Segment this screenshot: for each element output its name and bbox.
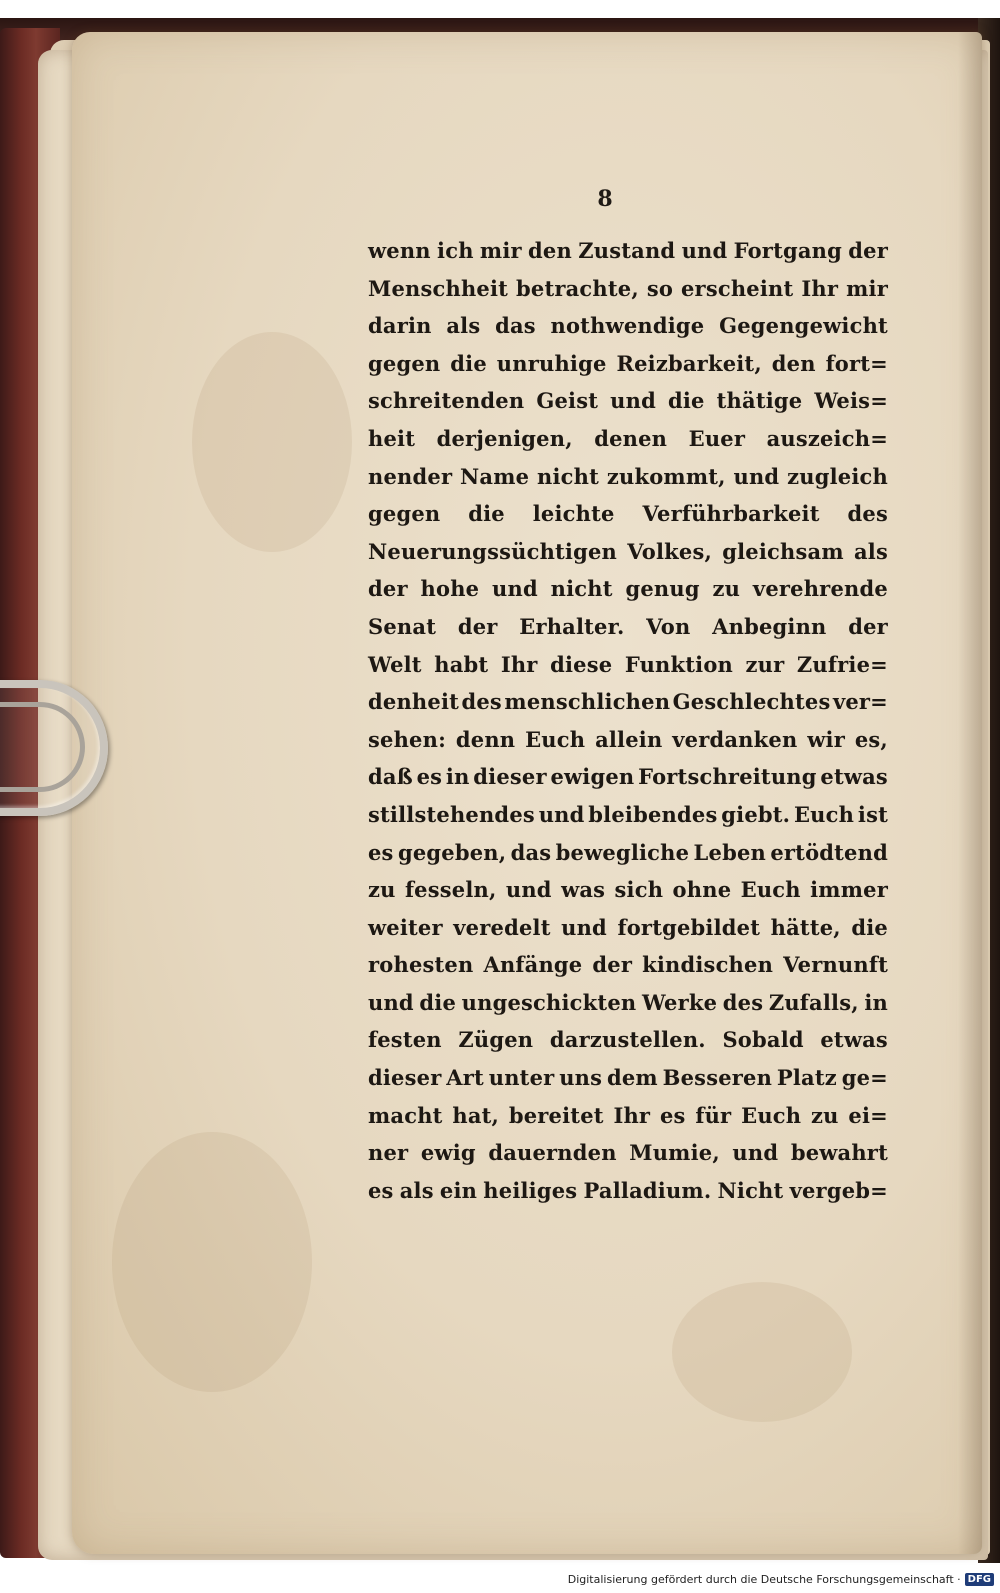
- text-word: des: [847, 501, 888, 527]
- text-word: hat,: [452, 1102, 500, 1128]
- text-word: und: [538, 801, 585, 827]
- text-word: macht: [368, 1102, 443, 1128]
- text-word: Besseren: [662, 1065, 773, 1091]
- text-line: [368, 984, 888, 1022]
- text-word: ich: [437, 238, 474, 263]
- page-number: 8: [597, 186, 613, 212]
- text-word: fortgebildet: [617, 914, 761, 940]
- paper-stain: [192, 332, 352, 552]
- text-word: und: [681, 238, 728, 263]
- text-word: kindischen: [642, 952, 774, 978]
- text-line: [368, 495, 888, 533]
- text-word: als: [399, 1177, 434, 1203]
- text-word: Reizbarkeit,: [616, 350, 762, 376]
- text-word: des: [461, 689, 502, 715]
- text-line: [368, 232, 888, 270]
- text-word: unruhige: [496, 350, 607, 376]
- text-line: [368, 420, 888, 458]
- text-line: [368, 1134, 888, 1172]
- text-word: mir: [846, 275, 888, 301]
- text-word: stillstehendes: [368, 801, 535, 827]
- text-word: Euer: [688, 425, 746, 451]
- text-word: es: [659, 1102, 686, 1128]
- text-word: in: [864, 989, 888, 1015]
- text-line: [368, 721, 888, 759]
- text-line: [368, 871, 888, 909]
- text-word: ungeschickten: [461, 989, 637, 1015]
- text-word: Sobald: [722, 1027, 804, 1053]
- text-word: des: [722, 989, 764, 1015]
- text-word: Verführbarkeit: [642, 501, 820, 527]
- text-word: ge=: [841, 1065, 888, 1091]
- text-word: zu: [712, 576, 741, 602]
- text-word: es: [368, 1177, 394, 1203]
- text-word: ohne: [672, 877, 732, 903]
- text-word: thätige: [716, 388, 803, 414]
- text-word: zu: [811, 1102, 839, 1128]
- text-word: denn: [455, 726, 516, 752]
- text-word: nothwendige: [550, 313, 705, 339]
- text-line: [368, 570, 888, 608]
- text-word: das: [495, 313, 536, 339]
- text-word: verehrende: [752, 576, 888, 602]
- text-word: es: [368, 839, 394, 865]
- text-word: gleichsam: [722, 538, 844, 564]
- text-line: [368, 382, 888, 420]
- text-word: darin: [368, 313, 432, 339]
- text-word: den: [771, 350, 816, 376]
- text-word: wir: [807, 726, 845, 752]
- text-word: derjenigen,: [436, 425, 573, 451]
- digitization-credit: [568, 1569, 994, 1589]
- text-word: das: [510, 839, 552, 865]
- text-line: [368, 909, 888, 947]
- text-word: Funktion: [624, 651, 734, 677]
- text-word: ist: [857, 801, 888, 827]
- text-word: Werke: [641, 989, 718, 1015]
- text-word: der: [848, 613, 888, 639]
- text-word: Zustand: [578, 238, 676, 263]
- text-word: hätte,: [770, 914, 841, 940]
- text-word: bewegliche: [555, 839, 690, 865]
- text-word: fesseln,: [404, 877, 497, 903]
- text-word: nicht: [550, 576, 613, 602]
- text-word: Geist: [536, 388, 599, 414]
- text-word: zukommt,: [606, 463, 726, 489]
- text-word: giebt.: [721, 801, 791, 827]
- page-text-block: [368, 232, 888, 1209]
- text-word: leichte: [532, 501, 615, 527]
- text-word: Senat: [368, 613, 437, 639]
- text-word: der: [368, 576, 408, 602]
- text-word: bereitet: [508, 1102, 604, 1128]
- text-word: bewahrt: [790, 1140, 888, 1166]
- text-line: [368, 1059, 888, 1097]
- text-word: dieser: [473, 764, 547, 790]
- text-word: ver=: [832, 689, 888, 715]
- text-line: [368, 796, 888, 834]
- text-word: verdanken: [672, 726, 798, 752]
- text-word: dem: [606, 1065, 658, 1091]
- text-word: unter: [488, 1065, 555, 1091]
- text-word: Von: [646, 613, 691, 639]
- text-word: Euch: [741, 1102, 802, 1128]
- text-word: festen: [368, 1027, 442, 1053]
- text-line: [368, 683, 888, 721]
- text-word: Mumie,: [629, 1140, 720, 1166]
- paper-stain: [112, 1132, 312, 1392]
- text-word: betrachte,: [516, 275, 639, 301]
- text-word: und: [610, 388, 656, 414]
- text-line: [368, 307, 888, 345]
- text-word: Platz: [776, 1065, 837, 1091]
- text-word: ewigen: [550, 764, 635, 790]
- text-line: [368, 1097, 888, 1135]
- text-word: veredelt: [453, 914, 551, 940]
- text-line: [368, 758, 888, 796]
- text-line: [368, 345, 888, 383]
- text-word: Palladium.: [583, 1177, 712, 1203]
- text-word: für: [695, 1102, 732, 1128]
- text-word: und: [505, 877, 552, 903]
- text-word: so: [646, 275, 674, 301]
- text-line: [368, 1021, 888, 1059]
- text-word: Zufrie=: [796, 651, 888, 677]
- text-word: ertödtend: [770, 839, 888, 865]
- text-word: rohesten: [368, 952, 474, 978]
- text-word: Euch: [740, 877, 801, 903]
- text-word: Geschlechtes: [672, 689, 831, 715]
- text-word: ein: [439, 1177, 478, 1203]
- text-word: Menschheit: [368, 275, 509, 301]
- text-word: der: [848, 238, 888, 263]
- text-word: darzustellen.: [549, 1027, 706, 1053]
- paper-stain: [672, 1282, 852, 1422]
- text-word: zu: [368, 877, 396, 903]
- text-word: hohe: [420, 576, 480, 602]
- text-word: schreitenden: [368, 388, 525, 414]
- text-word: allein: [595, 726, 663, 752]
- text-word: es: [416, 764, 443, 790]
- text-word: und: [732, 1140, 779, 1166]
- text-line: [368, 1172, 888, 1210]
- text-word: Art: [446, 1065, 484, 1091]
- text-word: Vernunft: [783, 952, 888, 978]
- text-line: [368, 458, 888, 496]
- text-word: die: [668, 388, 705, 414]
- text-word: wenn: [368, 238, 431, 263]
- text-word: sich: [614, 877, 664, 903]
- text-word: Zufalls,: [768, 989, 859, 1015]
- text-word: ner: [368, 1140, 409, 1166]
- text-word: heiliges: [483, 1177, 578, 1203]
- dfg-logo: DFG: [965, 1573, 994, 1586]
- text-line: [368, 608, 888, 646]
- text-word: Name: [460, 463, 530, 489]
- text-word: heit: [368, 425, 416, 451]
- text-word: denen: [594, 425, 668, 451]
- text-word: Erhalter.: [519, 613, 625, 639]
- text-word: und: [733, 463, 780, 489]
- text-word: Neuerungssüchtigen: [368, 538, 618, 564]
- text-word: ei=: [848, 1102, 888, 1128]
- text-word: uns: [559, 1065, 603, 1091]
- text-word: Ihr: [613, 1102, 651, 1128]
- text-line: [368, 946, 888, 984]
- text-word: was: [561, 877, 606, 903]
- text-word: dieser: [368, 1065, 442, 1091]
- text-word: Volkes,: [627, 538, 713, 564]
- text-word: Leben: [693, 839, 766, 865]
- text-word: als: [446, 313, 481, 339]
- text-word: zur: [745, 651, 785, 677]
- text-word: gegen: [368, 350, 441, 376]
- text-word: denheit: [368, 689, 460, 715]
- credit-text: Digitalisierung gefördert durch die Deutsche Forschungsgemeinschaft ·: [567, 1572, 961, 1586]
- text-word: auszeich=: [766, 425, 888, 451]
- text-word: genug: [625, 576, 700, 602]
- text-word: gegeben,: [397, 839, 507, 865]
- text-word: Euch: [525, 726, 586, 752]
- text-word: fort=: [825, 350, 888, 376]
- text-line: [368, 270, 888, 308]
- text-word: vergeb=: [789, 1177, 888, 1203]
- text-word: Fortgang: [733, 238, 843, 263]
- text-word: die: [419, 989, 457, 1015]
- text-word: zugleich: [787, 463, 888, 489]
- text-word: Weis=: [814, 388, 888, 414]
- text-word: nicht: [537, 463, 600, 489]
- text-word: die: [450, 350, 487, 376]
- text-word: habt: [434, 651, 489, 677]
- text-word: der: [592, 952, 633, 978]
- text-word: der: [457, 613, 498, 639]
- text-word: weiter: [368, 914, 443, 940]
- text-word: etwas: [820, 1027, 888, 1053]
- text-word: Euch: [793, 801, 855, 827]
- text-word: menschlichen: [504, 689, 671, 715]
- text-word: und: [492, 576, 538, 602]
- text-word: immer: [810, 877, 888, 903]
- text-word: die: [851, 914, 888, 940]
- text-word: den: [528, 238, 572, 263]
- text-word: Nicht: [717, 1177, 784, 1203]
- text-line: [368, 646, 888, 684]
- text-word: in: [445, 764, 470, 790]
- text-word: und: [561, 914, 607, 940]
- text-word: Anfänge: [483, 952, 583, 978]
- text-word: es,: [854, 726, 888, 752]
- text-word: die: [468, 501, 505, 527]
- text-word: ewig: [420, 1140, 476, 1166]
- text-word: Zügen: [458, 1027, 534, 1053]
- text-word: etwas: [820, 764, 888, 790]
- text-word: diese: [550, 651, 613, 677]
- text-word: dauernden: [488, 1140, 617, 1166]
- text-word: Welt: [368, 651, 422, 677]
- text-word: als: [853, 538, 888, 564]
- text-word: sehen:: [368, 726, 447, 752]
- text-word: nender: [368, 463, 453, 489]
- text-word: bleibendes: [588, 801, 718, 827]
- text-word: Fortschreitung: [638, 764, 817, 790]
- text-word: erscheint: [681, 275, 794, 301]
- text-word: und: [368, 989, 414, 1015]
- text-word: Ihr: [801, 275, 839, 301]
- text-line: [368, 834, 888, 872]
- text-word: mir: [479, 238, 522, 263]
- text-word: daß: [368, 764, 413, 790]
- text-word: gegen: [368, 501, 441, 527]
- text-line: [368, 533, 888, 571]
- text-word: Ihr: [500, 651, 538, 677]
- text-word: Gegengewicht: [719, 313, 888, 339]
- text-word: Anbeginn: [712, 613, 827, 639]
